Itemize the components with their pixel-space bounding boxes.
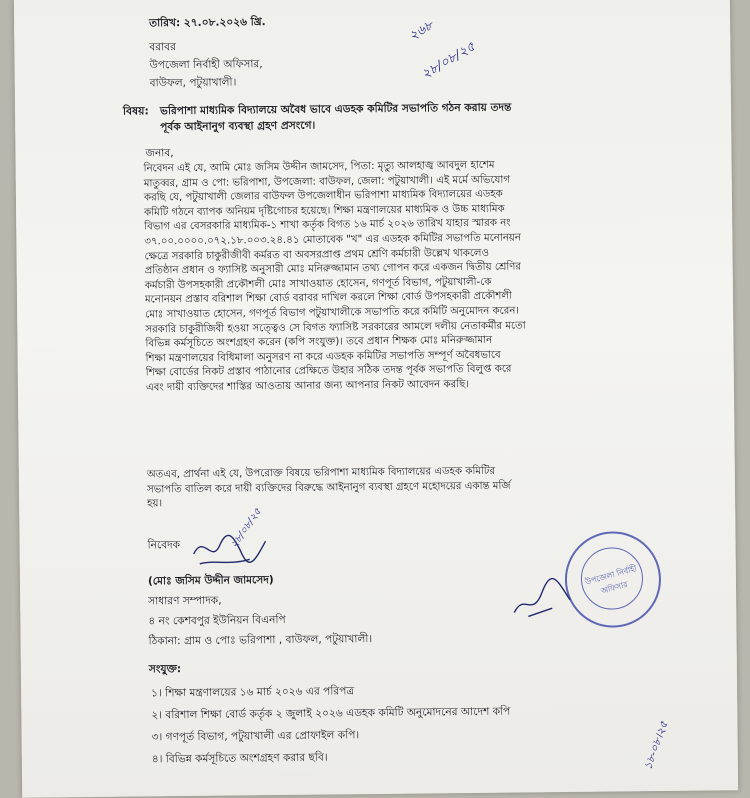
subject-line-1: ভরিপাশা মাধ্যমিক বিদ্যালয়ে অবৈধ ভাবে এডহক কমিটির সভাপতি গঠন করায় তদন্ত <box>159 101 512 118</box>
applicant-name: (মোঃ জসিম উদ্দীন জামসেদ) <box>147 574 274 588</box>
paragraph-1-line: এবং দায়ী ব্যক্তিদের শাস্তির আওতায় আনার জন্য আপনার নিকট আবেদন করছি। <box>145 378 469 394</box>
paragraph-1-line: শিক্ষা মন্ত্রণালয়ের বিধিমালা অনুসরণ না করে এডহক কমিটির সভাপতি সম্পূর্ণ অবৈধভাবে <box>145 349 501 365</box>
subject-line-2: পূর্বক আইনানুগ ব্যবস্থা গ্রহণ প্রসংগে। <box>160 119 316 134</box>
receipt-date: ২৮/০৮/২৫ <box>419 39 479 83</box>
attachments-label: সংযুক্ত: <box>148 663 182 676</box>
attachment-item: ১। শিক্ষা মন্ত্রণালয়ের ১৬ মার্চ ২০২৬ এর পরিপত্র <box>151 685 355 700</box>
salutation: জনাব, <box>145 147 174 160</box>
paragraph-2 <box>147 464 607 513</box>
paragraph-1-line: সরকারি চাকুরীজিবী হওয়া সত্ত্বেও সে বিগত ফ্যাসিষ্ট সরকারের আমলে দলীয় নেতাকর্মীর মতো <box>145 319 526 335</box>
closing-label: নিবেদক <box>147 539 181 552</box>
recipient-to: বরাবর <box>149 41 176 54</box>
paragraph-1-line: মাতুব্বর, গ্রাম ও পো: ভরিপাশা, উপজেলা: বাউফল, জেলা: পটুয়াখালী। এই মর্মে অভিযোগ <box>143 174 511 190</box>
paragraph-1-line: কমিটি গঠনে ব্যাপক অনিয়ম দৃষ্টিগোচর হয়েছে। শিক্ষা মন্ত্রণালয়ের মাধ্যমিক ও উচ্চ মাধ্যমিক <box>144 203 505 219</box>
recipient-designation: উপজেলা নির্বাহী অফিসার, <box>149 58 263 72</box>
paragraph-1-line: ৩৭.০০.০০০০.০৭২.১৮.০০৩.২৪.৪১ মোতাবেক "খ" এর এডহক কমিটির সভাপতি মনোনয়ন <box>144 232 522 248</box>
paragraph-1-line: বিভাগ এর বেসরকারি মাধ্যমিক-১ শাখা কর্তৃক বিগত ১৬ মার্চ ২০২৬ তারিখ যাহার স্মারক নং <box>144 217 511 233</box>
paragraph-2-line: অতএব, প্রার্থনা এই যে, উপরোক্ত বিষয়ে ভরিপাশা মাধ্যমিক বিদ্যালয়ের এডহক কমিটির <box>146 465 496 481</box>
subject-label: বিষয়: <box>122 104 149 118</box>
paragraph-1-line: প্রতিষ্ঠান প্রধান ও ফ্যাসিষ্ট অনুসারী মোঃ মনিরুজ্জামান তথ্য গোপন করে একজন দ্বিতীয় শ্রেণির <box>144 261 522 277</box>
paragraph-1 <box>144 158 606 396</box>
office-stamp <box>564 531 661 628</box>
paragraph-1-line: নিবেদন এই যে, আমি মোঃ জসিম উদ্দীন জামসেদ, পিতা: মৃত্যু আলহাজ্ব আবদুল হাশেম <box>143 159 495 175</box>
paragraph-1-line: শিক্ষা বোর্ডের নিকট প্রস্তাব পাঠানোর প্রেক্ষিতে উহার সঠিক তদন্ত পূর্বক সভাপতি বিলুপ্ত করে <box>145 363 512 379</box>
paragraph-2-line: হয়। <box>147 498 163 510</box>
paragraph-1-line: মোঃ সাখাওয়াত হোসেন, গণপূর্ত বিভাগ পটুয়াখালীকে সভাপতি করে কমিটি অনুমোদন করেন। <box>145 305 520 321</box>
margin-note: ১৮-০৮।২৫ <box>641 719 671 772</box>
attachment-item: ৪। বিভিন্ন কর্মসূচিতে অংশগ্রহণ করার ছবি। <box>151 751 328 766</box>
paragraph-1-line: কর্মচারী উপসহকারী প্রকৌশলী মোঃ সাখাওয়াত হোসেন, গণপূর্ত বিভাগ, পটুয়াখালী-কে <box>144 276 492 292</box>
receipt-number: ২৬৮ <box>406 18 437 45</box>
paragraph-2-line: সভাপতি বাতিল করে দায়ী ব্যক্তিদের বিরুদ্ধে আইনানুগ ব্যবস্থা গ্রহণে মহোদয়ের একান্ত মর্জি <box>146 480 511 495</box>
officer-signature <box>508 572 579 623</box>
paragraph-1-line: ক্ষেত্রে সরকারি চাকুরীজীবী কর্মরত বা অবসরপ্রাপ্ত প্রথম শ্রেণি কর্মচারী উল্লেখ থাকলেও <box>144 247 490 262</box>
applicant-address: ঠিকানা: গ্রাম ও পোঃ ভরিপাশা , বাউফল, পটুয়াখালী। <box>148 633 373 648</box>
signature-date: ২৮/০৮/২৫ <box>228 506 264 551</box>
attachment-item: ২। বরিশাল শিক্ষা বোর্ড কর্তৃক ২ জুলাই ২০২৬ এডহক কমিটি অনুমোদনের আদেশ কপি <box>151 705 511 722</box>
applicant-title: সাধারণ সম্পাদক, <box>148 594 222 608</box>
recipient-address: বাউফল, পটুয়াখালী। <box>149 76 237 90</box>
paragraph-1-line: মনোনয়ন প্রস্তাব বরিশাল শিক্ষা বোর্ড বরাবর দাখিল করলে শিক্ষা বোর্ড উপসহকারী প্রকৌশলী <box>144 290 512 306</box>
stamp-text: উপজেলা নির্বাহী অফিসার <box>584 563 638 596</box>
letter-page <box>14 0 738 798</box>
attachment-item: ৩। গণপূর্ত বিভাগ, পটুয়াখালী এর প্রোফাইল কপি। <box>151 729 360 744</box>
applicant-signature <box>189 523 270 574</box>
paragraph-1-line: করছি যে, পটুয়াখালী জেলার বাউফল উপজেলাধীন ভরিপাশা মাধ্যমিক বিদ্যালয়ের এডহক <box>143 188 503 204</box>
applicant-union: ৪ নং কেশবপুর ইউনিয়ন বিএনপি <box>148 613 286 628</box>
paragraph-1-line: বিভিন্ন কর্মসূচিতে অংশগ্রহণ করেন (কপি সংযুক্ত)। তবে প্রধান শিক্ষক মোঃ মনিরুজ্জামান <box>145 334 493 350</box>
date-line: তারিখ: ২৭.০৮.২০২৬ খ্রি. <box>149 16 266 30</box>
